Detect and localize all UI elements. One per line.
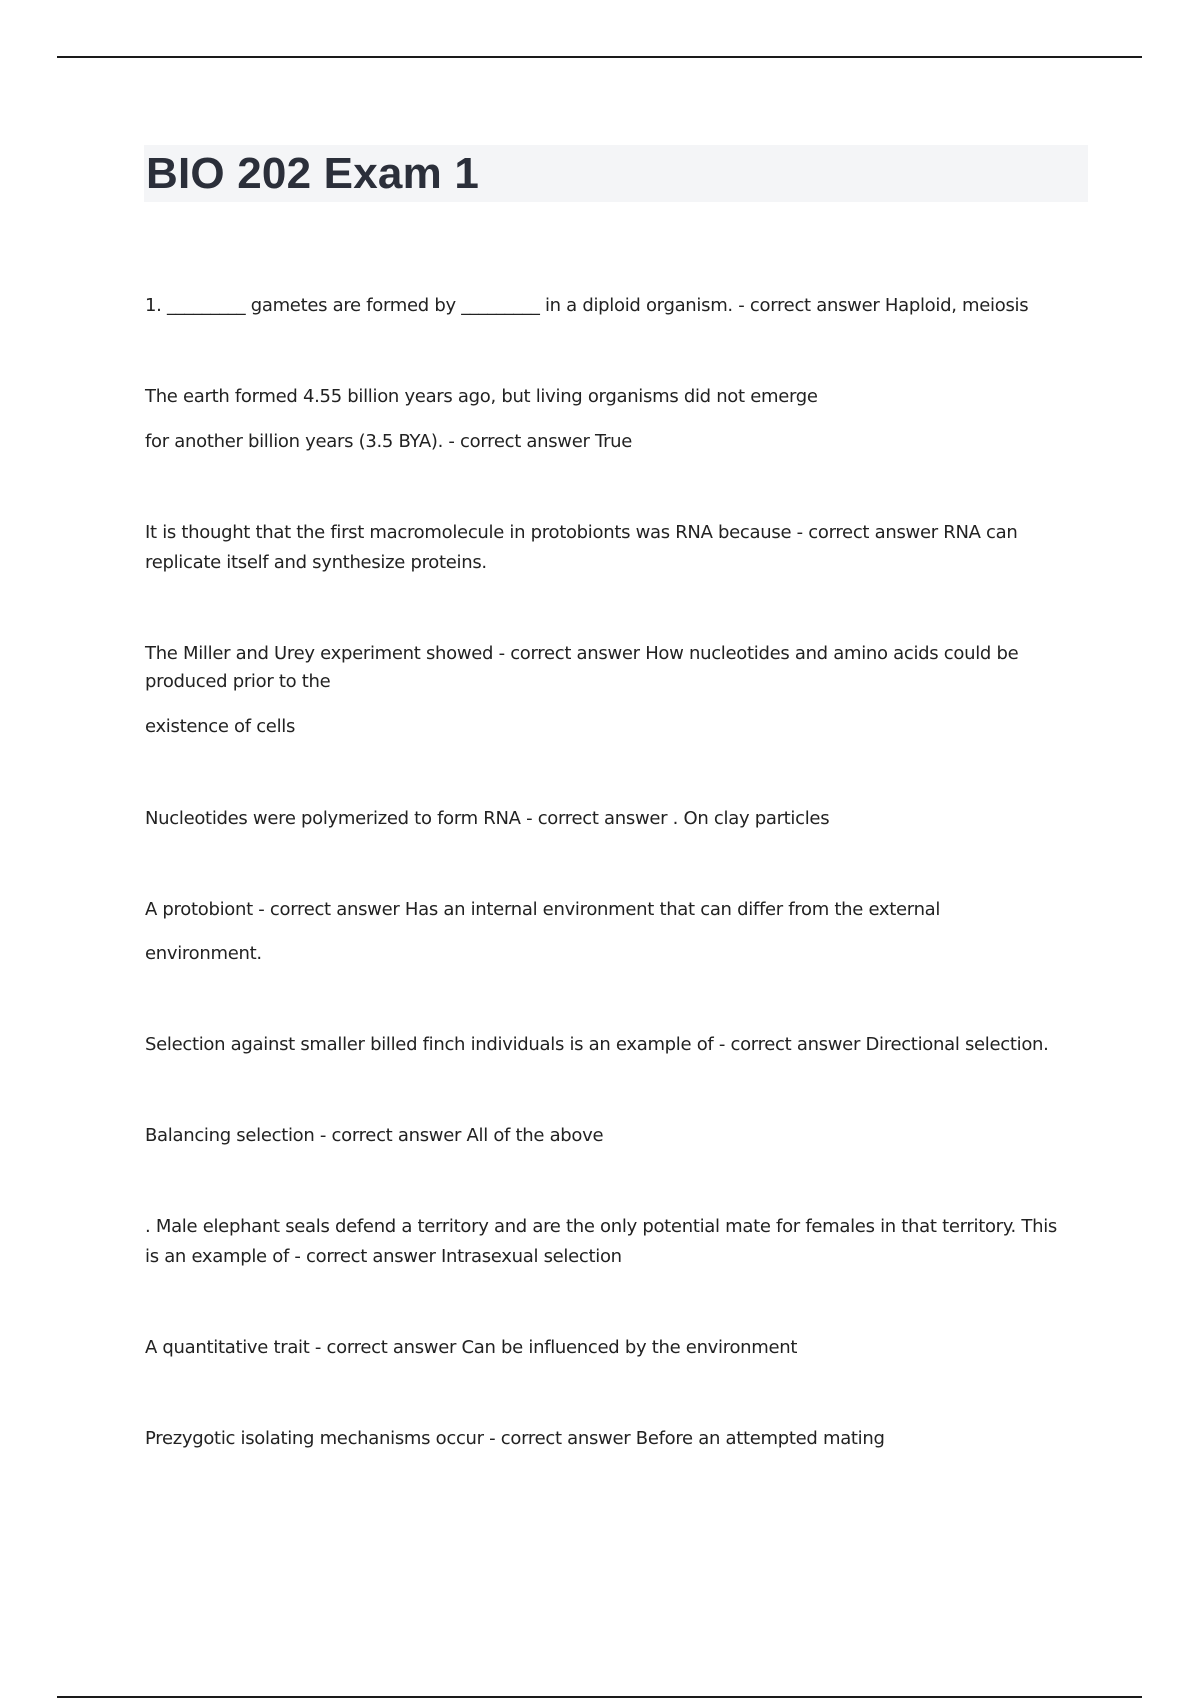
question-4-line-1: The Miller and Urey experiment showed - correct answer How nucleotides and amino acids could be [145,643,1019,664]
question-10-line: A quantitative trait - correct answer Can be influenced by the environment [145,1337,798,1358]
question-2-line-2: for another billion years (3.5 BYA). - correct answer True [145,431,633,452]
question-6-line-2: environment. [145,943,262,964]
question-9-line-1: . Male elephant seals defend a territory and are the only potential mate for females in that territory. This [145,1216,1057,1237]
top-rule [57,56,1142,58]
question-7-line: Selection against smaller billed finch individuals is an example of - correct answer Directional selection. [145,1034,1049,1055]
question-4-line-3: existence of cells [145,716,296,737]
bottom-rule [57,1696,1142,1698]
question-3-line-2: replicate itself and synthesize proteins. [145,552,487,573]
question-11-line: Prezygotic isolating mechanisms occur - correct answer Before an attempted mating [145,1428,885,1449]
question-8-line: Balancing selection - correct answer All of the above [145,1125,604,1146]
question-3-line-1: It is thought that the first macromolecule in protobionts was RNA because - correct answer RNA can [145,522,1018,543]
question-1-line: 1. _________ gametes are formed by _________ in a diploid organism. - correct answer Haploid, meiosis [145,295,1029,316]
page-title: BIO 202 Exam 1 [146,149,479,198]
question-9-line-2: is an example of - correct answer Intrasexual selection [145,1246,622,1267]
question-6-line-1: A protobiont - correct answer Has an internal environment that can differ from the external [145,899,941,920]
question-5-line: Nucleotides were polymerized to form RNA - correct answer . On clay particles [145,808,830,829]
question-2-line-1: The earth formed 4.55 billion years ago, but living organisms did not emerge [145,386,818,407]
question-4-line-2: produced prior to the [145,671,331,692]
